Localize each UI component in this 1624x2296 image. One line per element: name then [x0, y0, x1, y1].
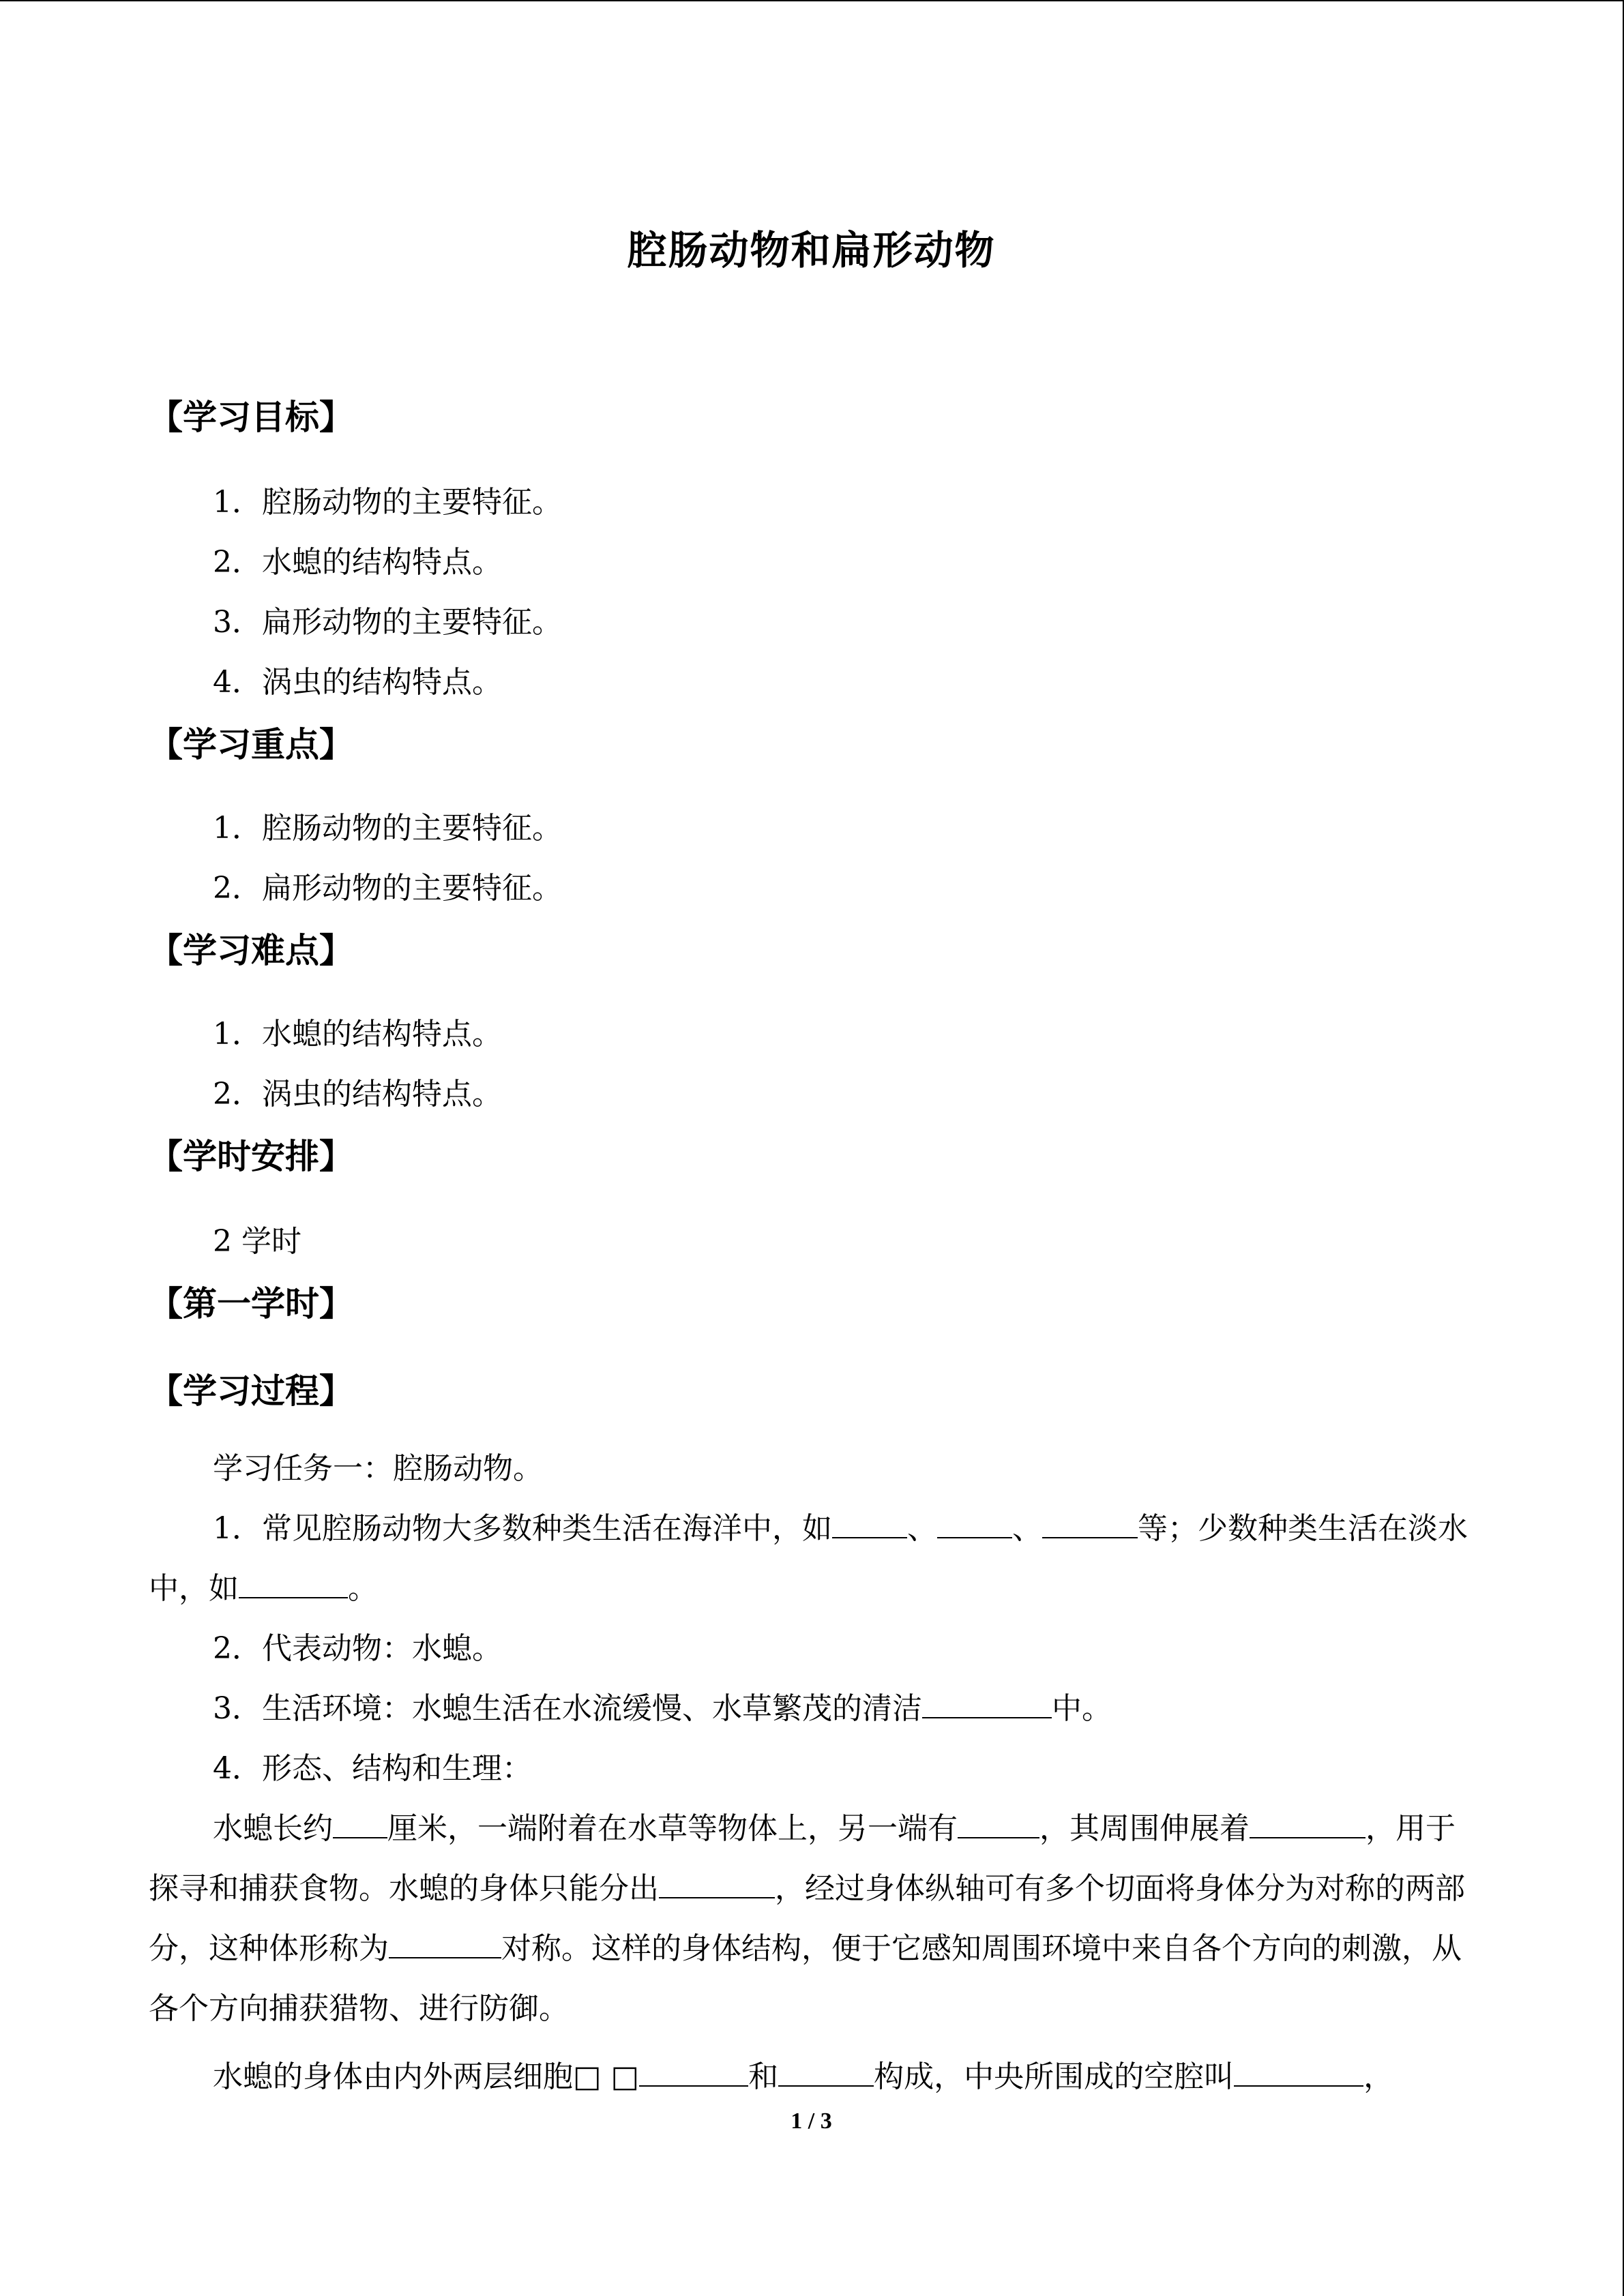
- paragraph-text: 和: [748, 2059, 779, 2094]
- difficulty-item: 2．涡虫的结构特点。: [213, 1077, 502, 1112]
- objective-item: 3．扁形动物的主要特征。: [213, 605, 562, 640]
- answer-blank: [958, 1806, 1039, 1838]
- key-point-item: 2．扁形动物的主要特征。: [213, 871, 562, 906]
- paragraph-text: 对称。这样的身体结构，便于它感知周围环境中来自各个方向的刺激，从各个方向捕获猎物、进行防御。: [149, 1931, 1462, 2026]
- answer-blank: [922, 1686, 1052, 1718]
- answer-blank: [937, 1506, 1012, 1538]
- paragraph-text: ，其周围伸展着: [1039, 1811, 1250, 1846]
- question-4: 4．形态、结构和生理：: [213, 1751, 532, 1786]
- paragraph-body-layers: [149, 2047, 1473, 2107]
- paragraph-text: ，用于探寻和捕获食物。水螅的身体只能分出: [149, 1811, 1456, 1906]
- key-point-item: 1．腔肠动物的主要特征。: [213, 811, 562, 846]
- section-heading-objectives: 【学习目标】: [149, 398, 353, 437]
- answer-blank: [389, 1926, 501, 1958]
- paragraph-text: 厘米，一端附着在水草等物体上，另一端有: [387, 1811, 958, 1846]
- question-1-text: 。: [348, 1571, 378, 1606]
- section-heading-first-period: 【第一学时】: [149, 1284, 353, 1324]
- answer-blank: [1234, 2054, 1363, 2087]
- difficulty-item: 1．水螅的结构特点。: [213, 1017, 502, 1052]
- question-3: [149, 1679, 1473, 1739]
- section-heading-difficulties: 【学习难点】: [149, 931, 353, 970]
- question-1: [149, 1499, 1473, 1619]
- paragraph-text: 水螅长约: [213, 1811, 333, 1846]
- paragraph-text: ，经过身体纵轴可有多个切面将身体分为对称的两部分，这种体形称为: [149, 1871, 1465, 1966]
- answer-blank: [832, 1506, 907, 1538]
- question-1-separator: 、: [1012, 1511, 1042, 1546]
- answer-blank: [239, 1566, 348, 1598]
- objective-item: 4．涡虫的结构特点。: [213, 665, 502, 700]
- paragraph-text: 构成，中央所围成的空腔叫: [874, 2059, 1235, 2094]
- answer-blank: [333, 1806, 387, 1838]
- missing-glyph-boxes: □ □: [573, 2059, 640, 2094]
- answer-blank: [1250, 1806, 1365, 1838]
- task-title: 学习任务一：腔肠动物。: [213, 1451, 543, 1486]
- page-number: 1 / 3: [791, 2108, 832, 2134]
- question-1-text: 等；少数种类生活在淡水中，如: [149, 1511, 1468, 1606]
- answer-blank: [1042, 1506, 1138, 1538]
- section-heading-schedule: 【学时安排】: [149, 1137, 353, 1176]
- answer-blank: [659, 1866, 775, 1898]
- question-3-text: 3．生活环境：水螅生活在水流缓慢、水草繁茂的清洁: [213, 1691, 922, 1726]
- objective-item: 1．腔肠动物的主要特征。: [213, 485, 562, 520]
- document-title: 腔肠动物和扁形动物: [627, 227, 996, 273]
- paragraph-morphology: [149, 1799, 1473, 2039]
- schedule-text: 2 学时: [213, 1224, 301, 1259]
- question-3-text: 中。: [1052, 1691, 1112, 1726]
- question-2: 2．代表动物：水螅。: [213, 1631, 502, 1666]
- answer-blank: [778, 2054, 874, 2087]
- answer-blank: [639, 2054, 748, 2087]
- section-heading-key-points: 【学习重点】: [149, 725, 353, 764]
- section-heading-process: 【学习过程】: [149, 1371, 353, 1411]
- question-1-text: 1．常见腔肠动物大多数种类生活在海洋中，如: [213, 1511, 832, 1546]
- paragraph-text: ，: [1363, 2059, 1394, 2094]
- paragraph-text: 水螅的身体由内外两层细胞: [213, 2059, 573, 2094]
- objective-item: 2．水螅的结构特点。: [213, 545, 502, 580]
- question-1-separator: 、: [907, 1511, 937, 1546]
